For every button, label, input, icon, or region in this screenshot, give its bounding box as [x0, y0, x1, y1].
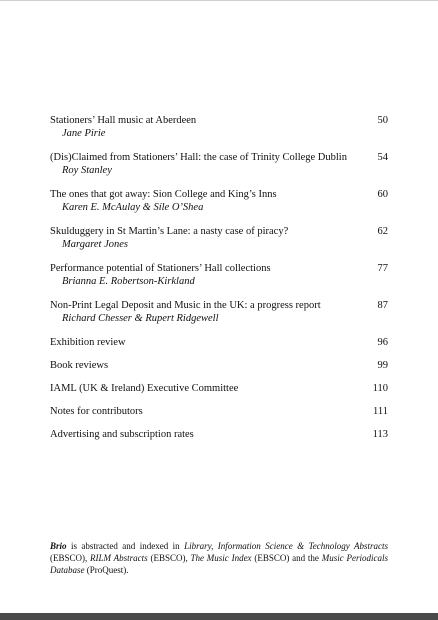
toc-entry-author: Richard Chesser & Rupert Ridgewell	[62, 313, 219, 324]
top-rule	[0, 0, 438, 1]
toc-entry-title: Exhibition review	[50, 337, 126, 348]
note-text: (ProQuest).	[84, 565, 129, 575]
toc-entry-page: 113	[372, 429, 388, 440]
toc-entry	[50, 262, 390, 288]
toc-entry	[50, 114, 390, 140]
bottom-bar	[0, 613, 438, 620]
toc-entry-title: Skulduggery in St Martin’s Lane: a nasty case of piracy?	[50, 226, 289, 237]
toc-entry-title: Book reviews	[50, 360, 109, 371]
toc-entry	[50, 359, 390, 372]
toc-entry-page: 96	[377, 337, 388, 348]
toc-entry	[50, 188, 390, 214]
toc-entry-page: 87	[377, 300, 388, 311]
toc-entry-title: IAML (UK & Ireland) Executive Committee	[50, 383, 239, 394]
toc-entry-title: The ones that got away: Sion College and King’s Inns	[50, 189, 277, 200]
toc-entry-title: Advertising and subscription rates	[50, 429, 194, 440]
toc-entry-author: Margaret Jones	[62, 239, 128, 250]
toc-entry	[50, 382, 390, 395]
toc-entry-page: 99	[377, 360, 388, 371]
note-text: is abstracted and indexed in	[66, 541, 185, 551]
toc-entry-author: Karen E. McAulay & Síle O’Shea	[62, 202, 204, 213]
index-name: The Music Index	[190, 553, 252, 563]
toc-entry	[50, 336, 390, 349]
index-name: RILM Abstracts	[90, 553, 148, 563]
toc-entry-author: Jane Pirie	[62, 128, 106, 139]
toc-entry-title: Performance potential of Stationers’ Hall collections	[50, 263, 271, 274]
toc-entry	[50, 225, 390, 251]
toc-entry-author: Brianna E. Robertson-Kirkland	[62, 276, 195, 287]
toc-entry	[50, 151, 390, 177]
note-text: (EBSCO),	[147, 553, 191, 563]
journal-name: Brio	[50, 541, 67, 551]
toc-entry	[50, 405, 390, 418]
toc-entry-author: Roy Stanley	[62, 165, 112, 176]
toc-entry-title: (Dis)Claimed from Stationers’ Hall: the case of Trinity College Dublin	[50, 152, 347, 163]
abstracting-note	[50, 540, 388, 576]
toc-entry-title: Non-Print Legal Deposit and Music in the UK: a progress report	[50, 300, 321, 311]
toc-entry-page: 50	[377, 115, 388, 126]
index-name: Music Periodicals Database	[50, 553, 388, 575]
table-of-contents	[50, 114, 390, 451]
note-text: (EBSCO) and the	[251, 553, 322, 563]
toc-entry-page: 60	[377, 189, 388, 200]
toc-entry	[50, 428, 390, 441]
toc-entry-title: Stationers’ Hall music at Aberdeen	[50, 115, 197, 126]
index-name: Library, Information Science & Technology Abstracts	[184, 541, 389, 551]
toc-entry-title: Notes for contributors	[50, 406, 143, 417]
toc-entry	[50, 299, 390, 325]
toc-entry-page: 62	[377, 226, 388, 237]
toc-entry-page: 111	[373, 406, 388, 417]
toc-entry-page: 77	[377, 263, 388, 274]
toc-entry-page: 110	[372, 383, 388, 394]
note-text: (EBSCO),	[50, 553, 91, 563]
toc-entry-page: 54	[377, 152, 388, 163]
